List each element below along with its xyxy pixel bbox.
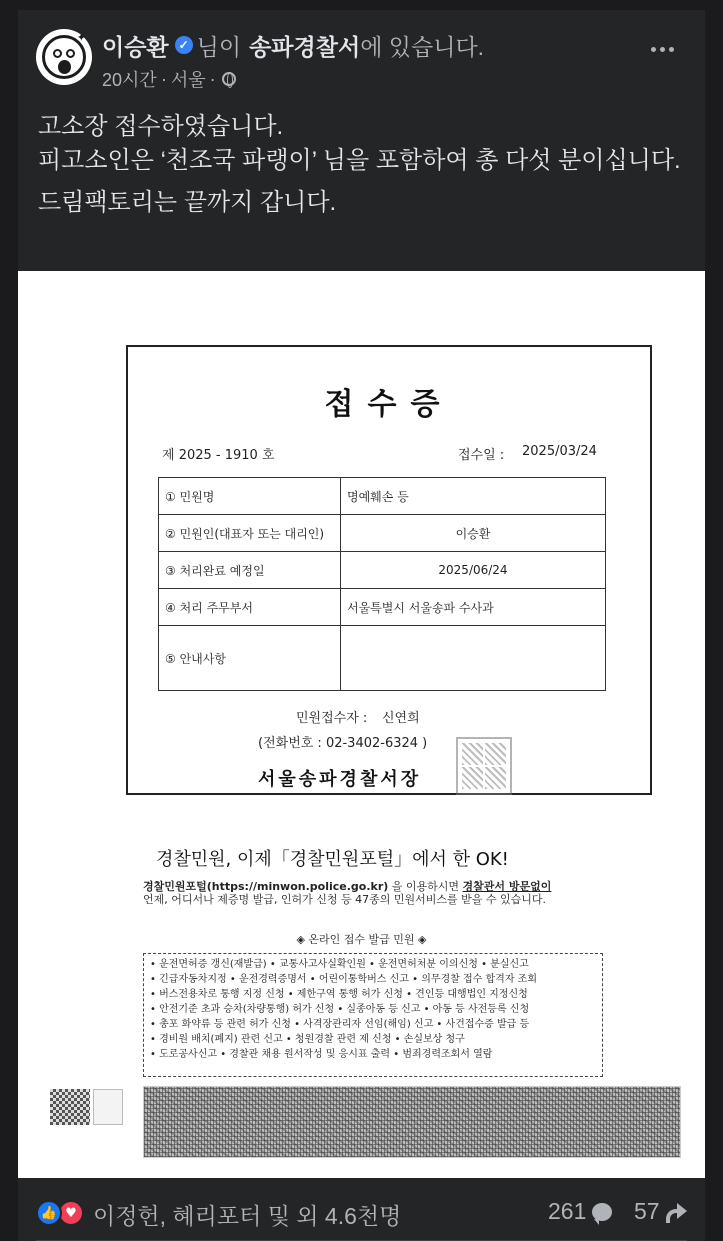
share-count-value: 57: [634, 1198, 660, 1224]
portal-mid: 을 이용하시면: [388, 880, 463, 893]
row-label: ② 민원인(대표자 또는 대리인): [159, 515, 341, 552]
post-line: 피고소인은 ‘천조국 파랭이’ 님을 포함하여 총 다섯 분이십니다.: [38, 147, 681, 174]
post-line: 드림팩토리는 끝까지 갑니다.: [38, 189, 337, 216]
row-value: 이승환: [341, 515, 606, 552]
post-time[interactable]: 20시간: [102, 70, 157, 90]
list-item: • 운전면허증 갱신(재발급) • 교통사고사실확인원 • 운전면허처분 이의신청 • 분실신고: [150, 959, 529, 970]
post-line: 고소장 접수하였습니다.: [38, 113, 284, 140]
post-location[interactable]: 서울: [170, 70, 206, 90]
qr-code-icon: [50, 1089, 90, 1125]
receiver-label: 민원접수자 :: [296, 711, 368, 726]
row-value: 2025/06/24: [341, 552, 606, 589]
list-item: • 도로공사신고 • 경찰관 채용 원서작성 및 응시표 출력 • 범죄경력조회서 열람: [150, 1049, 493, 1060]
receipt-date: 2025/03/24: [522, 444, 597, 459]
reaction-icons[interactable]: [36, 1200, 86, 1226]
post-card: [18, 10, 705, 1241]
row-label: ③ 처리완료 예정일: [159, 552, 341, 589]
post-header: [102, 29, 484, 61]
table-row: [159, 478, 606, 515]
comment-count[interactable]: [548, 1198, 612, 1225]
verified-badge-icon: ✓: [175, 36, 193, 54]
portal-headline: 경찰민원, 이제「경찰민원포털」에서 한 OK!: [156, 849, 509, 870]
official-seal-icon: [456, 737, 512, 795]
comment-icon: [592, 1203, 612, 1221]
station-chief: 서울송파경찰서장: [258, 769, 422, 790]
list-item: • 안전기준 초과 승차(차량통행) 허가 신청 • 실종아동 등 신고 • 아동 등 사전등록 신청: [150, 1004, 530, 1015]
portal-url: 경찰민원포털(https://minwon.police.go.kr): [143, 880, 389, 893]
list-item: • 총포 화약류 등 관련 허가 신청 • 사격장관리자 선임(해임) 신고 • 사건접수증 발급 등: [150, 1019, 530, 1030]
post-photo[interactable]: [18, 271, 705, 1178]
header-verb: 님이: [196, 33, 242, 60]
row-label: ④ 처리 주무부서: [159, 589, 341, 626]
online-services-heading: ◈ 온라인 접수 발급 민원 ◈: [296, 933, 427, 946]
author-name[interactable]: 이승환: [102, 33, 169, 60]
row-label: ① 민원명: [159, 478, 341, 515]
reactors-summary[interactable]: 이정헌, 혜리포터 및 외 4.6천명: [93, 1203, 402, 1229]
love-reaction-icon: ♥: [58, 1200, 84, 1226]
blank-box: [93, 1089, 123, 1125]
avatar-face-icon: ✦: [42, 35, 86, 79]
avatar[interactable]: [36, 29, 92, 85]
receipt-table: [158, 477, 606, 691]
more-options-icon[interactable]: [651, 44, 677, 54]
row-value: 서울특별시 서울송파 수사과: [341, 589, 606, 626]
share-count[interactable]: [634, 1198, 688, 1225]
table-row: [159, 626, 606, 691]
portal-highlight: 경찰관서 방문없이: [462, 880, 552, 893]
globe-icon: [222, 72, 236, 86]
list-item: • 긴급자동차지정 • 운전경력증명서 • 어린이통학버스 신고 • 의무경찰 접수 합격자 조회: [150, 974, 537, 985]
row-value: 명예훼손 등: [341, 478, 606, 515]
table-row: [159, 589, 606, 626]
list-item: • 경비원 배치(폐지) 관련 신고 • 청원경찰 관련 제 신청 • 손실보상 청구: [150, 1034, 465, 1045]
post-meta: [102, 67, 236, 91]
list-item: • 버스전용차로 통행 지정 신청 • 제한구역 통행 허가 신청 • 견인등 대행법인 지정신청: [150, 989, 528, 1000]
row-label: ⑤ 안내사항: [159, 626, 341, 691]
portal-description: [143, 880, 583, 906]
header-suffix: 에 있습니다.: [360, 33, 485, 60]
table-row: [159, 515, 606, 552]
meta-dot: ·: [160, 68, 167, 89]
place-name[interactable]: 송파경찰서: [249, 33, 361, 60]
meta-dot: ·: [209, 68, 216, 89]
post-text: [38, 110, 698, 220]
services-box: [143, 953, 603, 1077]
share-icon: [666, 1202, 688, 1222]
receiver-name: 신연희: [382, 711, 420, 726]
comment-count-value: 261: [548, 1198, 587, 1224]
like-reaction-icon: 👍: [36, 1200, 62, 1226]
table-row: [159, 552, 606, 589]
receipt-document: [126, 345, 652, 795]
receipt-phone: (전화번호 : 02-3402-6324 ): [258, 736, 428, 751]
receipt-title: 접수증: [324, 387, 454, 422]
receipt-number: 제 2025 - 1910 호: [162, 448, 275, 463]
portal-rest: 언제, 어디서나 제증명 발급, 인허가 신청 등 47종의 민원서비스를 받을 수 있습니다.: [143, 893, 546, 906]
blurred-barcode: [143, 1086, 681, 1158]
row-value: [341, 626, 606, 691]
receipt-date-label: 접수일 :: [458, 448, 505, 463]
post-footer: [18, 1178, 705, 1241]
